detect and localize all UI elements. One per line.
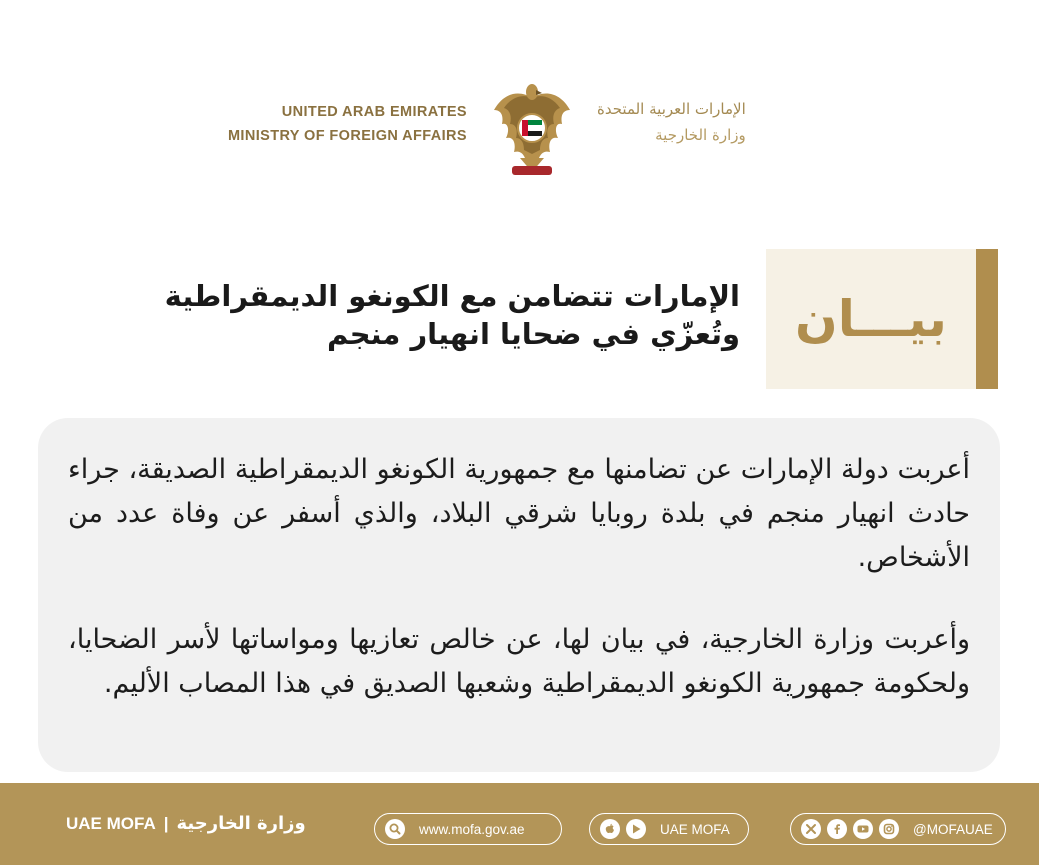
statement-paragraph-1: أعربت دولة الإمارات عن تضامنها مع جمهورية الكونغو الديمقراطية الصديقة، جراء حادث انهيار منجم في بلدة روبايا شرقي البلاد، والذي أسفر عن وفاة عدد من الأشخاص. xyxy=(68,454,970,573)
statement-badge xyxy=(766,249,998,389)
statement-badge-label: بيـــان xyxy=(795,290,947,348)
header xyxy=(0,80,1039,190)
title-line-2: وتُعزّي في ضحايا انهيار منجم xyxy=(326,317,740,351)
website-url: www.mofa.gov.ae xyxy=(419,821,525,837)
footer xyxy=(0,783,1039,865)
ministry-name-arabic xyxy=(597,96,746,148)
footer-brand-english: UAE MOFA xyxy=(66,814,156,833)
ministry-name-english xyxy=(228,100,467,148)
app-label: UAE MOFA xyxy=(660,821,730,837)
social-links[interactable] xyxy=(790,813,1006,845)
badge-accent-bar xyxy=(976,249,998,389)
website-link[interactable] xyxy=(374,813,562,845)
uae-falcon-emblem-icon xyxy=(490,80,574,180)
footer-brand xyxy=(66,813,306,835)
footer-brand-separator: | xyxy=(163,814,169,833)
country-name-english: UNITED ARAB EMIRATES xyxy=(281,104,467,120)
facebook-icon xyxy=(827,819,847,839)
search-icon xyxy=(385,819,405,839)
play-store-icon xyxy=(626,819,646,839)
footer-brand-arabic: وزارة الخارجية xyxy=(176,813,306,834)
social-handle: @MOFAUAE xyxy=(913,821,993,837)
page-title xyxy=(60,277,740,353)
ministry-name-english-line: MINISTRY OF FOREIGN AFFAIRS xyxy=(227,128,467,144)
instagram-icon xyxy=(879,819,899,839)
x-icon xyxy=(801,819,821,839)
title-line-1: الإمارات تتضامن مع الكونغو الديمقراطية xyxy=(164,279,740,313)
country-name-arabic: الإمارات العربية المتحدة xyxy=(597,100,746,118)
statement-paragraph-2: وأعربت وزارة الخارجية، في بيان لها، عن خالص تعازيها ومواساتها لأسر الضحايا، ولحكومة جمهورية الكونغو الديمقراطية وشعبها الصديق في هذا المصاب الأليم. xyxy=(68,624,970,699)
ministry-name-arabic-line: وزارة الخارجية xyxy=(655,126,746,144)
apple-icon xyxy=(600,819,620,839)
youtube-icon xyxy=(853,819,873,839)
app-link[interactable] xyxy=(589,813,749,845)
